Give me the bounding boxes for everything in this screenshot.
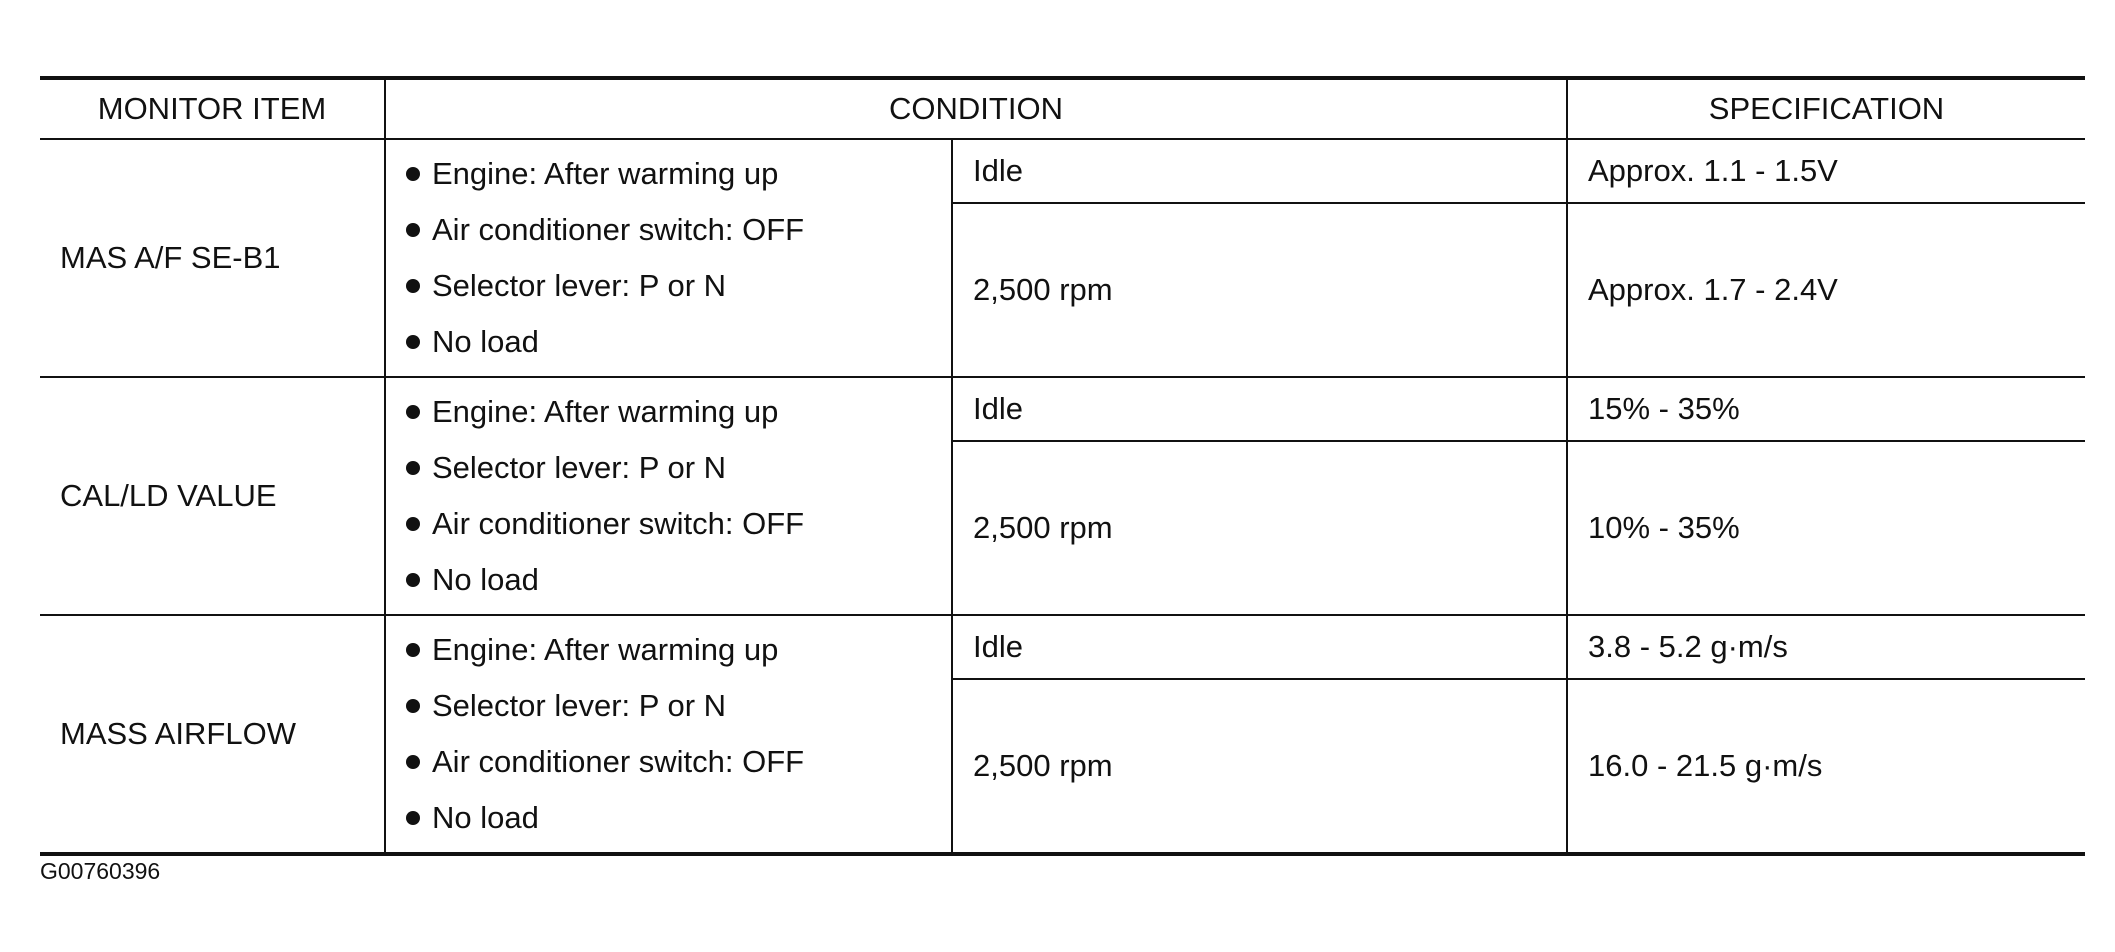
condition-text: Air conditioner switch: OFF [432,506,805,541]
header-condition: CONDITION [385,78,1567,139]
bullet-icon [406,811,420,825]
list-item [406,552,951,608]
list-item [406,622,951,678]
bullet-icon [406,755,420,769]
table-row [40,615,2085,679]
specification-cell: 3.8 - 5.2 g·m/s [1567,615,2085,679]
list-item [406,496,951,552]
list-item [406,678,951,734]
condition-text: Selector lever: P or N [432,268,727,303]
condition-text: Air conditioner switch: OFF [432,744,805,779]
condition-list [386,622,951,846]
bullet-icon [406,405,420,419]
list-item [406,258,951,314]
specification-cell: Approx. 1.1 - 1.5V [1567,139,2085,203]
sub-condition-cell: Idle [952,377,1567,441]
monitor-item-cell: MASS AIRFLOW [40,615,385,854]
condition-text: Air conditioner switch: OFF [432,212,805,247]
bullet-icon [406,167,420,181]
condition-text: No load [432,562,539,597]
condition-text: No load [432,324,539,359]
list-item [406,734,951,790]
header-specification: SPECIFICATION [1567,78,2085,139]
condition-list [386,146,951,370]
condition-list-cell [385,615,952,854]
list-item [406,314,951,370]
header-monitor-item: MONITOR ITEM [40,78,385,139]
specification-cell: 16.0 - 21.5 g·m/s [1567,679,2085,854]
condition-text: Engine: After warming up [432,632,779,667]
figure-code: G00760396 [40,858,161,884]
list-item [406,440,951,496]
monitor-spec-table-container [40,76,2085,856]
condition-list-cell [385,139,952,377]
condition-text: Selector lever: P or N [432,450,727,485]
table-row [40,377,2085,441]
bullet-icon [406,517,420,531]
list-item [406,146,951,202]
list-item [406,202,951,258]
bullet-icon [406,335,420,349]
sub-condition-cell: 2,500 rpm [952,679,1567,854]
table-row [40,139,2085,203]
specification-cell: 10% - 35% [1567,441,2085,615]
condition-text: Engine: After warming up [432,394,779,429]
specification-cell: Approx. 1.7 - 2.4V [1567,203,2085,377]
condition-list [386,384,951,608]
sub-condition-cell: 2,500 rpm [952,203,1567,377]
bullet-icon [406,699,420,713]
bullet-icon [406,643,420,657]
bullet-icon [406,461,420,475]
sub-condition-cell: 2,500 rpm [952,441,1567,615]
sub-condition-cell: Idle [952,615,1567,679]
specification-cell: 15% - 35% [1567,377,2085,441]
condition-text: Selector lever: P or N [432,688,727,723]
bullet-icon [406,573,420,587]
condition-text: No load [432,800,539,835]
bullet-icon [406,279,420,293]
table-header-row [40,78,2085,139]
monitor-spec-table [40,76,2085,856]
list-item [406,384,951,440]
sub-condition-cell: Idle [952,139,1567,203]
condition-list-cell [385,377,952,615]
monitor-item-cell: MAS A/F SE-B1 [40,139,385,377]
list-item [406,790,951,846]
condition-text: Engine: After warming up [432,156,779,191]
bullet-icon [406,223,420,237]
monitor-item-cell: CAL/LD VALUE [40,377,385,615]
